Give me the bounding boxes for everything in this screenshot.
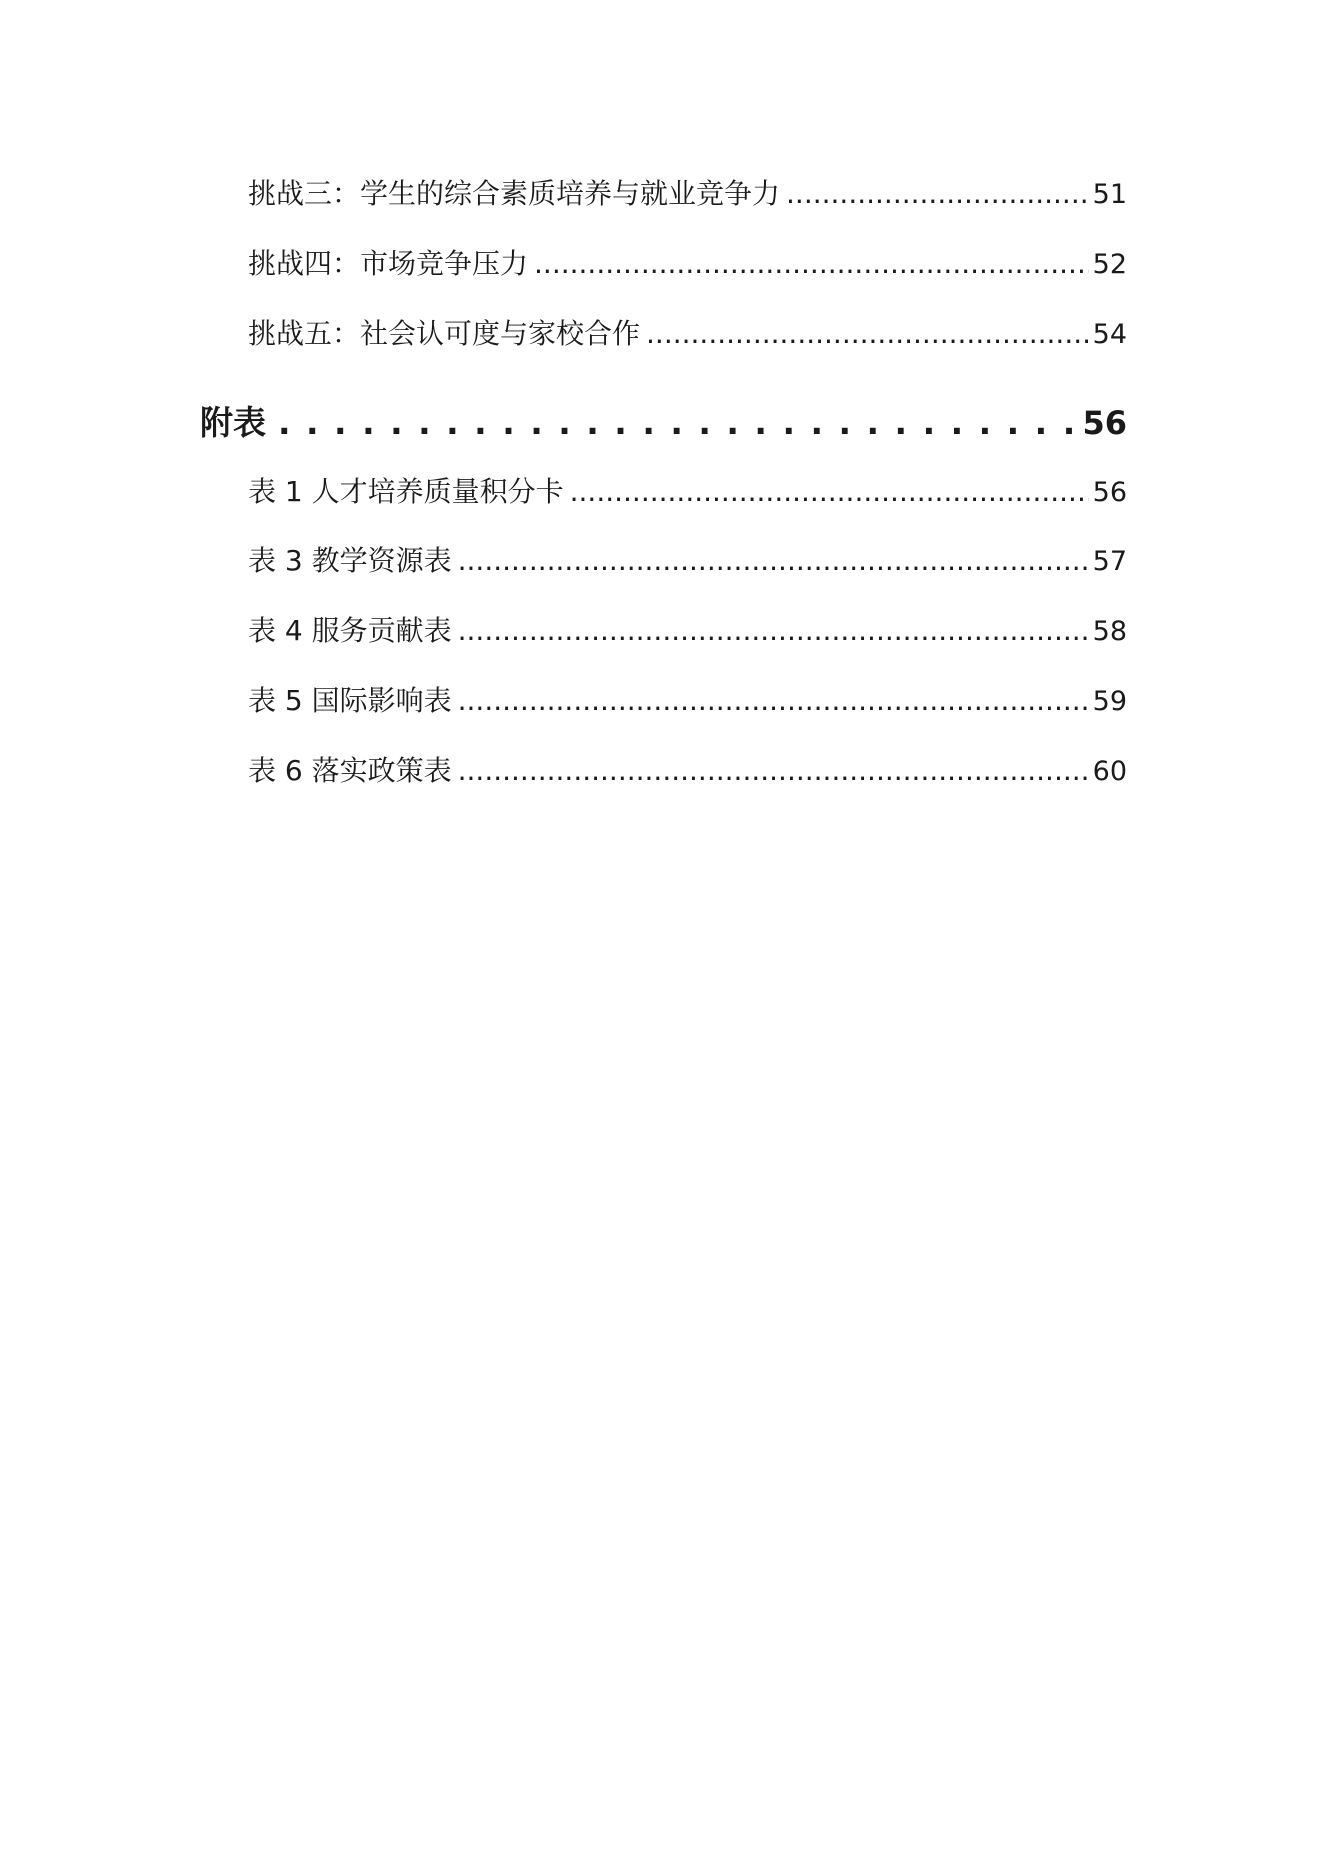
toc-entry-page: 52 xyxy=(1092,249,1127,280)
toc-entry-page: 54 xyxy=(1092,319,1127,350)
toc-entry-page: 59 xyxy=(1092,686,1127,717)
toc-dot-leader xyxy=(458,543,1089,579)
toc-dot-leader xyxy=(570,474,1089,510)
toc-dot-leader xyxy=(278,402,1074,444)
toc-heading-appendix[interactable] xyxy=(200,402,1127,444)
toc-entry-label: 表 1 人才培养质量积分卡 xyxy=(248,475,564,508)
toc-entry-label: 挑战三：学生的综合素质培养与就业竞争力 xyxy=(248,177,781,210)
toc-entry[interactable] xyxy=(248,543,1127,580)
toc-entry[interactable] xyxy=(248,316,1127,353)
toc-dot-leader xyxy=(534,246,1089,282)
toc-entry[interactable] xyxy=(248,246,1127,283)
toc-entry-page: 57 xyxy=(1092,546,1127,577)
toc-entry-page: 51 xyxy=(1092,179,1127,210)
toc-dot-leader xyxy=(458,683,1089,719)
toc-entry-label: 表 3 教学资源表 xyxy=(248,544,452,577)
toc-heading-label: 附表 xyxy=(200,403,266,442)
toc-entry[interactable] xyxy=(248,683,1127,720)
toc-entry[interactable] xyxy=(248,474,1127,511)
toc-entry[interactable] xyxy=(248,753,1127,790)
toc-entry-label: 表 5 国际影响表 xyxy=(248,684,452,717)
toc-dot-leader xyxy=(646,316,1089,352)
toc-entry[interactable] xyxy=(248,176,1127,213)
toc-entry-label: 挑战五：社会认可度与家校合作 xyxy=(248,317,641,350)
toc-heading-page: 56 xyxy=(1082,404,1127,442)
toc-dot-leader xyxy=(458,753,1089,789)
toc-entry-label: 表 4 服务贡献表 xyxy=(248,614,452,647)
toc-dot-leader xyxy=(458,613,1089,649)
toc-entry[interactable] xyxy=(248,613,1127,650)
toc-entry-label: 表 6 落实政策表 xyxy=(248,754,452,787)
toc-entry-label: 挑战四：市场竞争压力 xyxy=(248,247,529,280)
toc-entry-page: 60 xyxy=(1092,756,1127,787)
toc-dot-leader xyxy=(786,176,1089,212)
toc-entry-page: 56 xyxy=(1092,477,1127,508)
toc-entry-page: 58 xyxy=(1092,616,1127,647)
